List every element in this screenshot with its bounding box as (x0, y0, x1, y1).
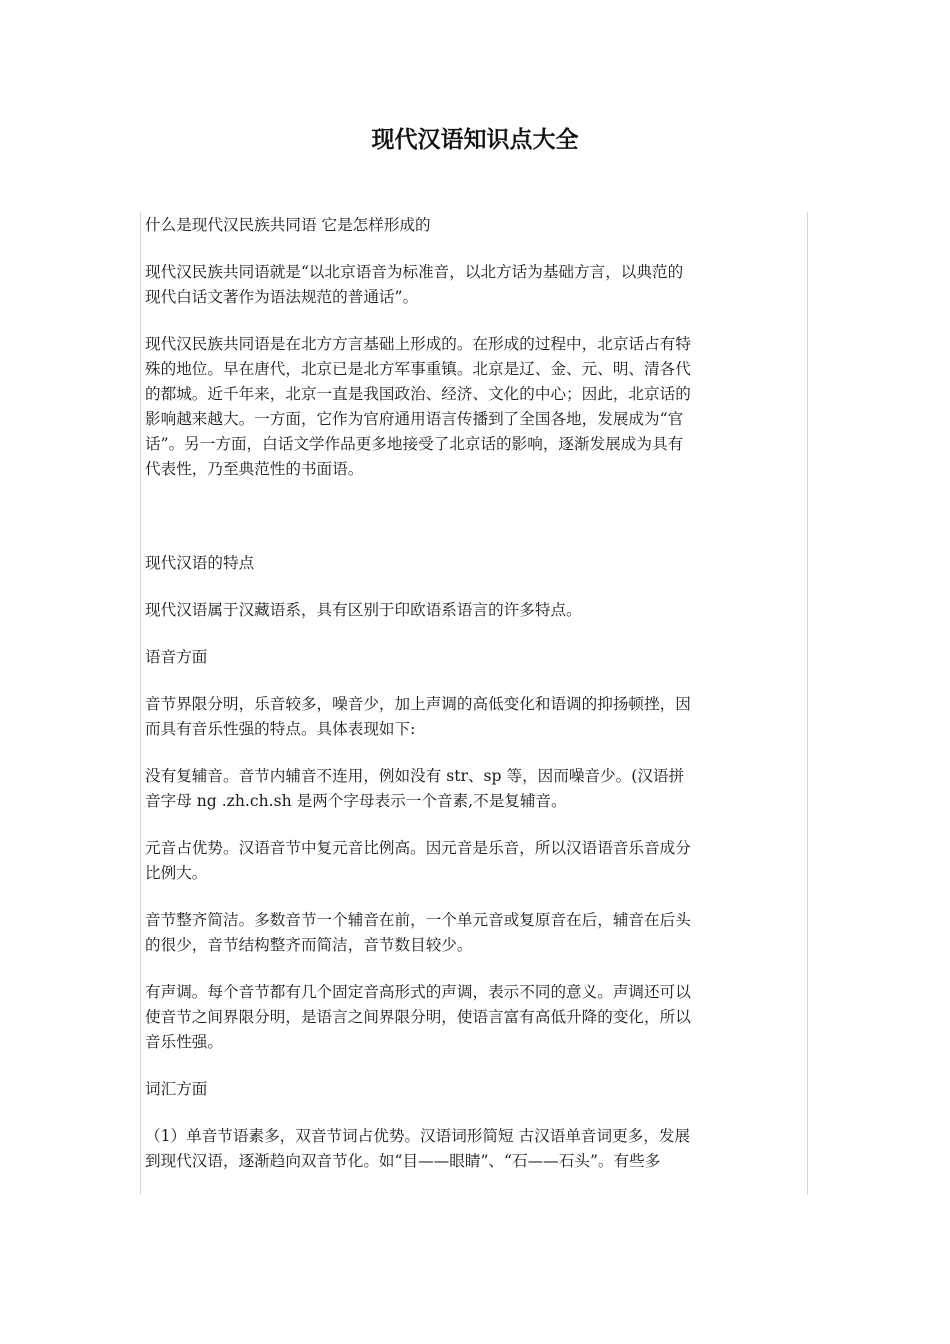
text-line: 的都城。近千年来，北京一直是我国政治、经济、文化的中心；因此，北京话的 (145, 385, 691, 403)
text-line: 影响越来越大。一方面，它作为官府通用语言传播到了全国各地，发展成为“官 (145, 410, 684, 428)
text-line: 词汇方面 (145, 1080, 208, 1098)
text-line: 的很少，音节结构整齐而简洁，音节数目较少。 (145, 936, 473, 954)
text-line: 语音方面 (145, 648, 208, 666)
text-line: 没有复辅音。音节内辅音不连用，例如没有 str、sp 等，因而噪音少。(汉语拼 (145, 767, 685, 785)
text-line: 音乐性强。 (145, 1033, 223, 1051)
subheading-vocabulary (145, 1077, 813, 1102)
section-heading-features (145, 551, 813, 576)
text-line: 殊的地位。早在唐代，北京已是北方军事重镇。北京是辽、金、元、明、清各代 (145, 360, 691, 378)
text-line: 代表性，乃至典范性的书面语。 (145, 460, 364, 478)
text-line: 比例大。 (145, 864, 208, 882)
paragraph-family (145, 598, 813, 623)
text-line: 现代汉语属于汉藏语系，具有区别于印欧语系语言的许多特点。 (145, 601, 582, 619)
document-body (145, 213, 813, 1195)
text-line: 使音节之间界限分明，是语言之间界限分明，使语言富有高低升降的变化，所以 (145, 1008, 691, 1026)
paragraph-vowels (145, 836, 813, 886)
subheading-phonetics (145, 645, 813, 670)
text-line: 话”。另一方面，白话文学作品更多地接受了北京话的影响，逐渐发展成为具有 (145, 435, 684, 453)
paragraph-tones (145, 980, 813, 1055)
paragraph-consonants (145, 764, 813, 814)
text-line: 而具有音乐性强的特点。具体表现如下: (145, 720, 416, 738)
paragraph-morphemes (145, 1124, 813, 1174)
paragraph-syllable (145, 692, 813, 742)
text-line: 元音占优势。汉语音节中复元音比例高。因元音是乐音，所以汉语语音乐音成分 (145, 839, 691, 857)
text-line: 到现代汉语，逐渐趋向双音节化。如“目——眼睛”、“石——石头”。有些多 (145, 1152, 661, 1170)
section-question (145, 213, 813, 238)
paragraph-structure (145, 908, 813, 958)
text-line: 现代汉民族共同语就是“以北京语音为标准音，以北方话为基础方言，以典范的 (145, 263, 684, 281)
document-title: 现代汉语知识点大全 (371, 127, 579, 153)
paragraph-formation (145, 332, 813, 482)
paragraph-definition (145, 260, 813, 310)
text-line: 音字母 ng .zh.ch.sh 是两个字母表示一个音素,不是复辅音。 (145, 792, 567, 810)
text-line: 音节整齐简洁。多数音节一个辅音在前，一个单元音或复原音在后，辅音在后头 (145, 911, 691, 929)
text-line: （1）单音节语素多，双音节词占优势。汉语词形简短 古汉语单音词更多，发展 (145, 1127, 691, 1145)
text-line: 现代汉民族共同语是在北方方言基础上形成的。在形成的过程中，北京话占有特 (145, 335, 691, 353)
text-line: 现代白话文著作为语法规范的普通话”。 (145, 288, 419, 306)
text-line: 有声调。每个音节都有几个固定音高形式的声调，表示不同的意义。声调还可以 (145, 983, 691, 1001)
text-line: 音节界限分明，乐音较多，噪音少，加上声调的高低变化和语调的抑扬顿挫，因 (145, 695, 691, 713)
text-line: 现代汉语的特点 (145, 554, 255, 572)
text-line: 什么是现代汉民族共同语 它是怎样形成的 (145, 216, 431, 234)
